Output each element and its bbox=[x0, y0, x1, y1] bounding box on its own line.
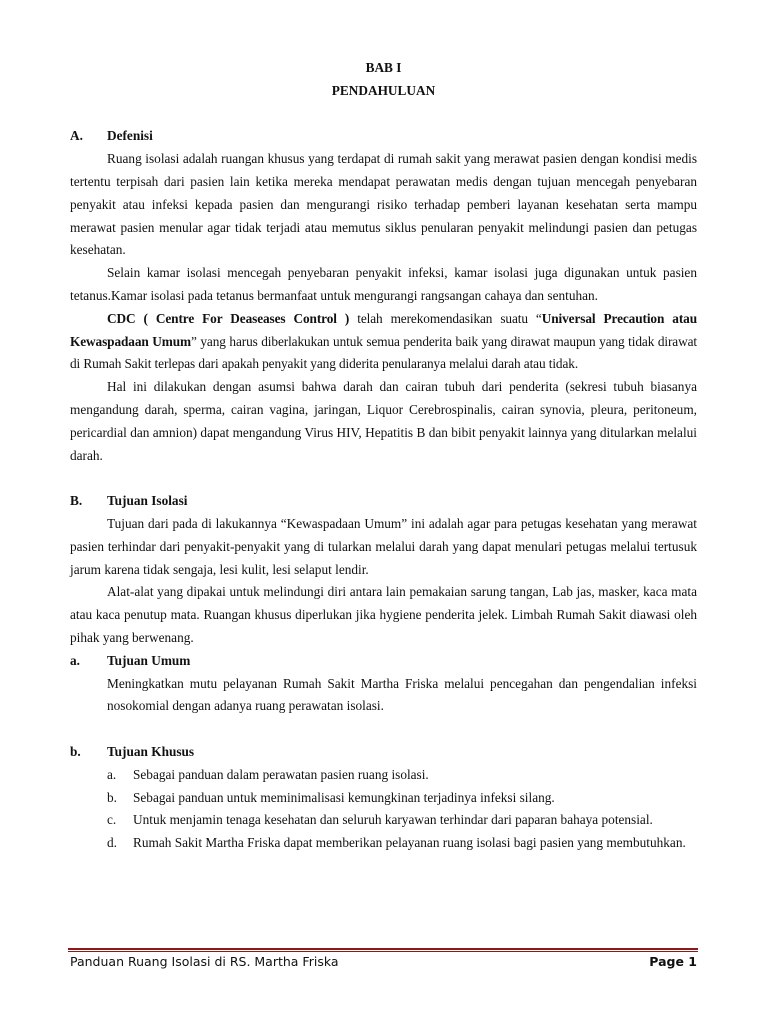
subsection-a-number: a. bbox=[70, 652, 80, 668]
section-a-paragraph-1: Ruang isolasi adalah ruangan khusus yang terdapat di rumah sakit yang merawat pasien dengan kondisi medis tertentu terpisah dari pasien lain ketika mereka mendapat perawatan medis dengan tujuan mencegah penyebaran penyakit atau infeksi kepada pasien dan mengurangi risiko terhadap pemberi layanan kesehatan serta mampu merawat pasien menular agar tidak terjadi atau memutus siklus penularan penyakit melindungi pasien dan petugas kesehatan. bbox=[70, 151, 697, 258]
section-b-title: Tujuan Isolasi bbox=[107, 493, 188, 509]
list-item-text: Sebagai panduan dalam perawatan pasien ruang isolasi. bbox=[133, 766, 429, 782]
footer-divider-thick bbox=[68, 948, 698, 950]
list-item bbox=[107, 764, 697, 787]
list-item bbox=[107, 832, 697, 855]
section-a-title: Defenisi bbox=[107, 128, 153, 144]
section-a-paragraph-3 bbox=[70, 308, 697, 376]
list-item-text: Rumah Sakit Martha Friska dapat memberikan pelayanan ruang isolasi bagi pasien yang membutuhkan. bbox=[133, 835, 686, 851]
footer-divider-thin bbox=[68, 951, 698, 952]
section-b-heading bbox=[70, 490, 697, 513]
section-a-heading bbox=[70, 125, 697, 148]
list-item-text: Untuk menjamin tenaga kesehatan dan seluruh karyawan terhindar dari paparan bahaya potensial. bbox=[133, 812, 653, 828]
chapter-number: BAB I bbox=[365, 60, 402, 75]
subsection-b-heading bbox=[70, 741, 697, 764]
page-number: Page 1 bbox=[649, 954, 697, 969]
section-a-paragraph-4: Hal ini dilakukan dengan asumsi bahwa darah dan cairan tubuh dari penderita (sekresi tubuh biasanya mengandung darah, sperma, cairan vagina, jaringan, Liquor Cerebrospinalis, cairan synovia, pleura, peritoneum, pericardial dan amnion) dapat mengandung Virus HIV, Hepatitis B dan bibit penyakit lainnya yang ditularkan melalui darah. bbox=[70, 379, 697, 463]
list-item bbox=[107, 809, 697, 832]
cdc-bold-text: CDC ( Centre For Deaseases Control ) bbox=[107, 310, 350, 326]
subsection-a-title: Tujuan Umum bbox=[107, 652, 191, 668]
subsection-a-text: Meningkatkan mutu pelayanan Rumah Sakit Martha Friska melalui pencegahan dan pengendalian infeksi nosokomial dengan adanya ruang perawatan isolasi. bbox=[107, 675, 697, 714]
subsection-b-number: b. bbox=[70, 743, 81, 759]
p3-text-1: telah merekomendasikan suatu “ bbox=[349, 310, 542, 326]
section-b-paragraph-2: Alat-alat yang dipakai untuk melindungi diri antara lain pemakaian sarung tangan, Lab jas, masker, kaca mata atau kaca penutup mata. Ruangan khusus diperlukan jika hygiene penderita jelek. Limbah Rumah Sakit diawasi oleh pihak yang berwenang. bbox=[70, 584, 697, 645]
subsection-b-title: Tujuan Khusus bbox=[107, 743, 195, 759]
list-item-text: Sebagai panduan untuk meminimalisasi kemungkinan terjadinya infeksi silang. bbox=[133, 789, 555, 805]
list-item bbox=[107, 787, 697, 810]
footer-document-title: Panduan Ruang Isolasi di RS. Martha Friska bbox=[70, 954, 339, 969]
section-b-number: B. bbox=[70, 493, 83, 509]
section-a-number: A. bbox=[70, 128, 83, 144]
tujuan-khusus-list bbox=[107, 764, 697, 855]
list-item-marker: d. bbox=[107, 835, 117, 851]
page-footer bbox=[70, 954, 697, 969]
list-item-marker: a. bbox=[107, 766, 117, 782]
chapter-title: PENDAHULUAN bbox=[331, 82, 436, 98]
subsection-a-heading bbox=[70, 650, 697, 673]
list-item-marker: b. bbox=[107, 789, 117, 805]
p3-text-2: ” yang harus diberlakukan untuk semua penderita baik yang dirawat maupun yang tidak dirawat di Rumah Sakit terlepas dari apakah penyakit yang diderita penularanya melalui darah atau tidak. bbox=[70, 333, 697, 372]
section-a-paragraph-2: Selain kamar isolasi mencegah penyebaran penyakit infeksi, kamar isolasi juga digunakan untuk pasien tetanus.Kamar isolasi pada tetanus bermanfaat untuk mengurangi rangsangan cahaya dan sentuhan. bbox=[70, 265, 697, 303]
list-item-marker: c. bbox=[107, 812, 117, 828]
section-b-paragraph-1: Tujuan dari pada di lakukannya “Kewaspadaan Umum” ini adalah agar para petugas kesehatan yang merawat pasien terhindar dari penyakit-penyakit yang di tularkan melalui darah yang dapat menulari petugas melalui tertusuk jarum karena tidak sengaja, lesi kulit, lesi selaput lendir. bbox=[70, 515, 697, 577]
page-content bbox=[70, 57, 697, 855]
universal-precaution-bold-text: Universal Precaution atau Kewaspadaan Umum bbox=[70, 310, 698, 349]
